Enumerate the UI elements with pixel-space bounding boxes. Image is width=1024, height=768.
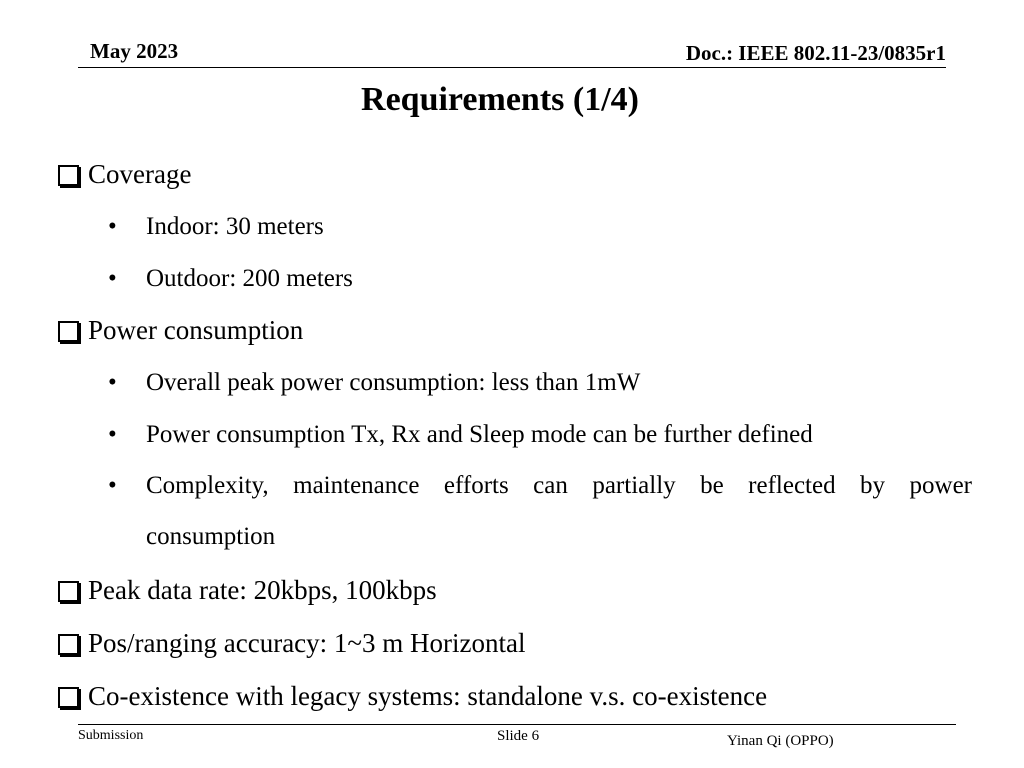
slide-title: Requirements (1/4) bbox=[361, 81, 639, 118]
bullet-dot-icon: • bbox=[108, 369, 117, 396]
section-coexistence bbox=[58, 681, 767, 712]
list-item bbox=[108, 369, 641, 397]
list-item bbox=[108, 472, 972, 500]
list-item-text: consumption bbox=[146, 523, 276, 550]
checkbox-bullet-icon bbox=[58, 321, 79, 342]
list-item-text: Power consumption Tx, Rx and Sleep mode can be further defined bbox=[146, 421, 813, 448]
footer-submission: Submission bbox=[78, 728, 144, 743]
header-doc-number: Doc.: IEEE 802.11-23/0835r1 bbox=[685, 41, 946, 65]
footer-divider bbox=[78, 724, 956, 725]
checkbox-bullet-icon bbox=[58, 687, 79, 708]
section-positioning bbox=[58, 628, 525, 659]
section-label: Power consumption bbox=[88, 315, 304, 345]
section-label: Peak data rate: 20kbps, 100kbps bbox=[88, 575, 437, 605]
section-power bbox=[58, 315, 303, 346]
list-item-text: Overall peak power consumption: less than 1mW bbox=[146, 369, 641, 396]
header-divider bbox=[78, 67, 946, 68]
bullet-dot-icon: • bbox=[108, 265, 117, 292]
section-label: Co-existence with legacy systems: standalone v.s. co-existence bbox=[88, 681, 768, 711]
footer-author: Yinan Qi (OPPO) bbox=[727, 733, 834, 749]
checkbox-bullet-icon bbox=[58, 581, 79, 602]
list-item-text: Outdoor: 200 meters bbox=[146, 265, 353, 292]
checkbox-bullet-icon bbox=[58, 634, 79, 655]
list-item bbox=[108, 213, 324, 241]
section-label: Coverage bbox=[88, 159, 192, 189]
checkbox-bullet-icon bbox=[58, 165, 79, 186]
bullet-dot-icon: • bbox=[108, 472, 117, 499]
footer-slide-number: Slide 6 bbox=[497, 728, 540, 744]
section-coverage bbox=[58, 159, 191, 190]
list-item-text: Complexity, maintenance efforts can partially be reflected by power bbox=[146, 472, 972, 499]
list-item bbox=[108, 265, 353, 293]
section-peak-rate bbox=[58, 575, 437, 606]
list-item bbox=[108, 421, 813, 449]
list-item-continuation bbox=[146, 523, 275, 551]
bullet-dot-icon: • bbox=[108, 421, 117, 448]
section-label: Pos/ranging accuracy: 1~3 m Horizontal bbox=[88, 628, 526, 658]
list-item-text: Indoor: 30 meters bbox=[146, 213, 324, 240]
bullet-dot-icon: • bbox=[108, 213, 117, 240]
header-date: May 2023 bbox=[90, 39, 179, 63]
